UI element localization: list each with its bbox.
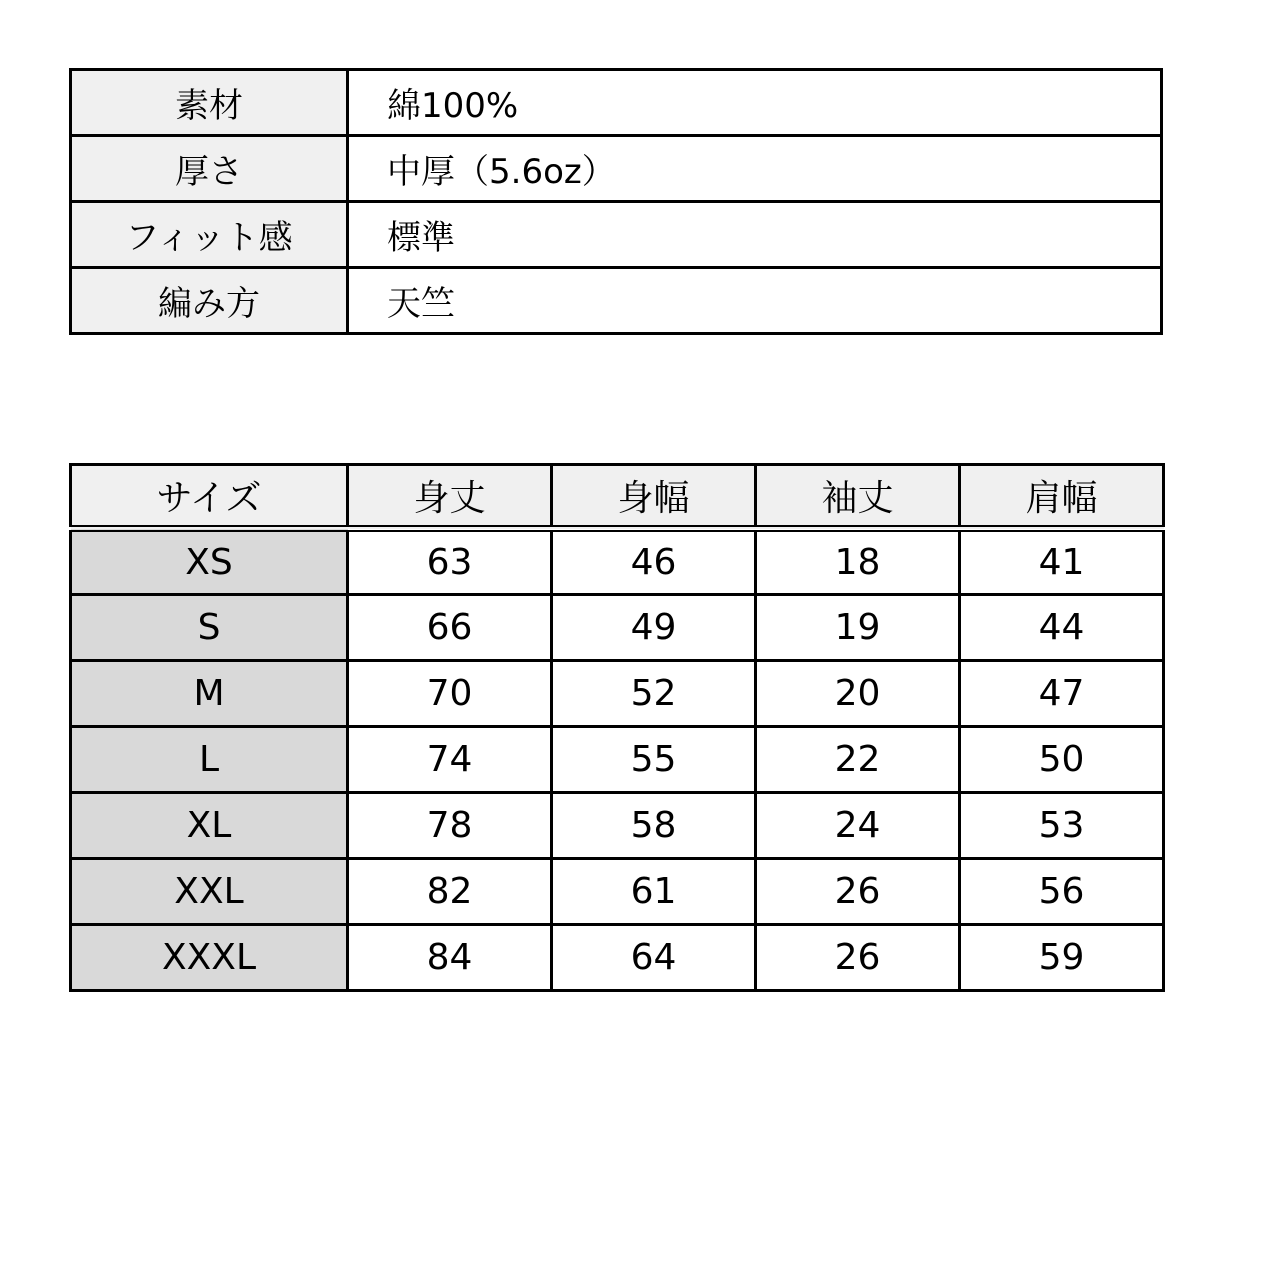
spec-value-thickness: 中厚（5.6oz） <box>348 136 1162 202</box>
spec-label-thickness: 厚さ <box>71 136 348 202</box>
table-cell: 52 <box>552 661 756 727</box>
size-name-cell: XL <box>71 793 348 859</box>
spec-label-knit: 編み方 <box>71 268 348 334</box>
spec-row-thickness <box>71 136 1162 202</box>
size-name-cell: XS <box>71 529 348 595</box>
size-table-header-row <box>71 465 1164 529</box>
table-cell: 46 <box>552 529 756 595</box>
table-cell: 59 <box>960 925 1164 991</box>
spec-label-fit: フィット感 <box>71 202 348 268</box>
size-table <box>69 463 1165 992</box>
table-cell: 61 <box>552 859 756 925</box>
size-name-cell: XXL <box>71 859 348 925</box>
table-cell: 19 <box>756 595 960 661</box>
table-cell: 24 <box>756 793 960 859</box>
spec-row-knit <box>71 268 1162 334</box>
table-cell: 53 <box>960 793 1164 859</box>
spec-row-material <box>71 70 1162 136</box>
header-shoulder-width: 肩幅 <box>960 465 1164 529</box>
size-name-cell: L <box>71 727 348 793</box>
spec-value-material: 綿100% <box>348 70 1162 136</box>
header-sleeve-length: 袖丈 <box>756 465 960 529</box>
table-row <box>71 793 1164 859</box>
table-row <box>71 595 1164 661</box>
table-cell: 50 <box>960 727 1164 793</box>
table-cell: 70 <box>348 661 552 727</box>
table-cell: 18 <box>756 529 960 595</box>
table-cell: 49 <box>552 595 756 661</box>
table-cell: 82 <box>348 859 552 925</box>
table-cell: 66 <box>348 595 552 661</box>
table-cell: 47 <box>960 661 1164 727</box>
spec-value-fit: 標準 <box>348 202 1162 268</box>
table-cell: 64 <box>552 925 756 991</box>
table-cell: 55 <box>552 727 756 793</box>
table-cell: 20 <box>756 661 960 727</box>
spec-value-knit: 天竺 <box>348 268 1162 334</box>
table-row <box>71 859 1164 925</box>
size-name-cell: S <box>71 595 348 661</box>
table-row <box>71 925 1164 991</box>
table-cell: 56 <box>960 859 1164 925</box>
table-cell: 26 <box>756 925 960 991</box>
size-name-cell: M <box>71 661 348 727</box>
table-row <box>71 661 1164 727</box>
table-cell: 22 <box>756 727 960 793</box>
table-cell: 84 <box>348 925 552 991</box>
table-cell: 44 <box>960 595 1164 661</box>
table-cell: 26 <box>756 859 960 925</box>
header-body-length: 身丈 <box>348 465 552 529</box>
table-row <box>71 529 1164 595</box>
header-body-width: 身幅 <box>552 465 756 529</box>
spec-label-material: 素材 <box>71 70 348 136</box>
table-cell: 63 <box>348 529 552 595</box>
table-cell: 58 <box>552 793 756 859</box>
table-row <box>71 727 1164 793</box>
table-cell: 74 <box>348 727 552 793</box>
spec-row-fit <box>71 202 1162 268</box>
header-size: サイズ <box>71 465 348 529</box>
spec-table <box>69 68 1163 335</box>
size-name-cell: XXXL <box>71 925 348 991</box>
table-cell: 41 <box>960 529 1164 595</box>
table-cell: 78 <box>348 793 552 859</box>
